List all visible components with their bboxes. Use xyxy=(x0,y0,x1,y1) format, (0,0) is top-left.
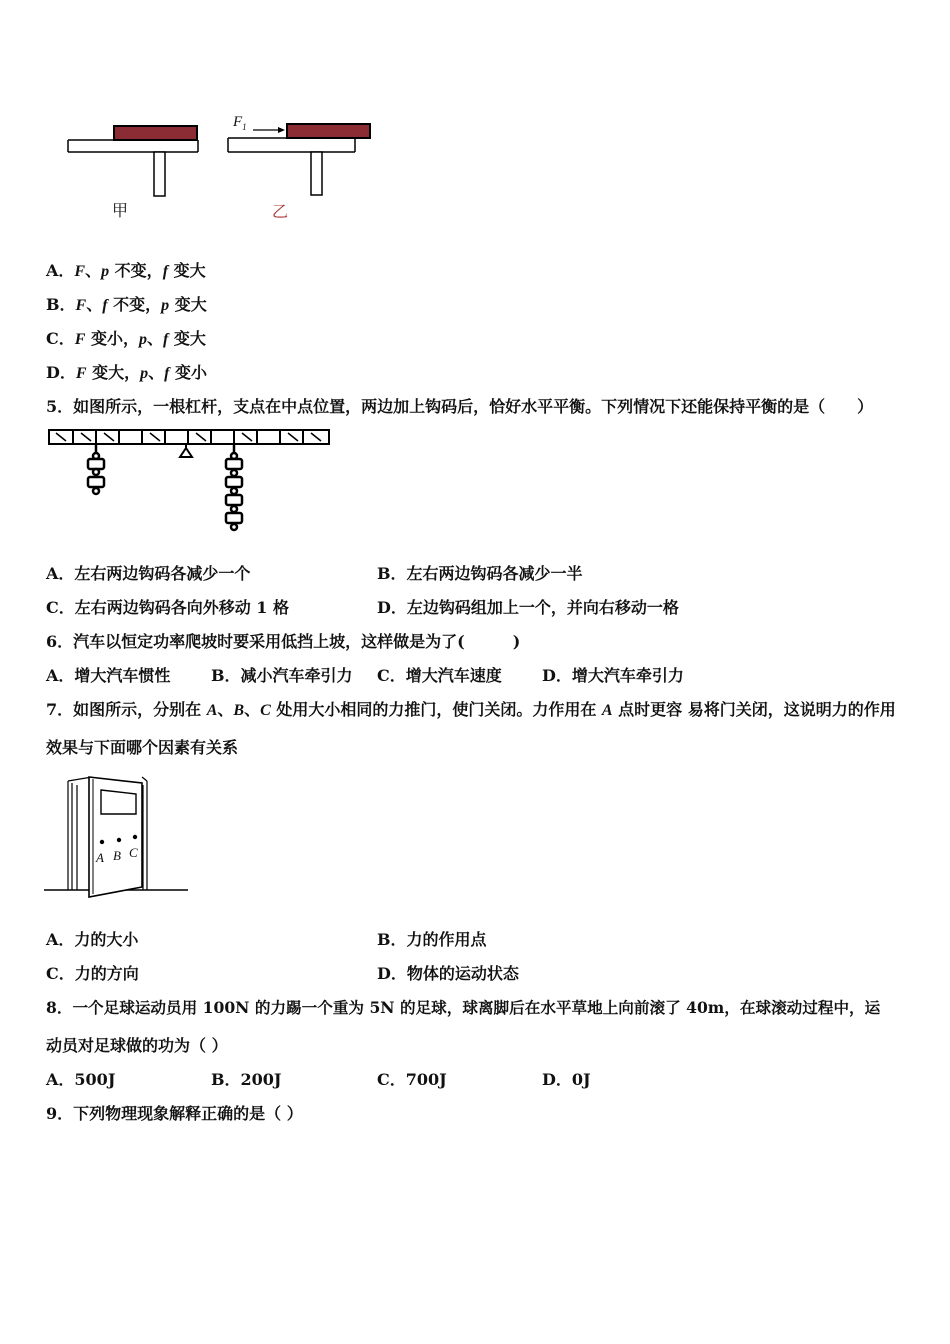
q5-option-d: D．左边钩码组加上一个，并向右移动一格 xyxy=(377,598,679,617)
door-point-c: C xyxy=(129,845,138,860)
door-point-b: B xyxy=(113,848,121,863)
q6-stem: 6．汽车以恒定功率爬坡时要采用低挡上坡，这样做是为了( ) xyxy=(46,632,521,651)
q4-option-d: D．F 变大，p、f 变小 xyxy=(46,363,208,382)
q5-option-a: A．左右两边钩码各减少一个 xyxy=(46,564,251,583)
q8-stem-line2: 动员对足球做的功为（ ） xyxy=(46,1036,228,1055)
q6-option-c: C．增大汽车速度 xyxy=(377,666,502,685)
q8-option-b: B．200J xyxy=(211,1070,282,1089)
q5-option-c: C．左右两边钩码各向外移动 1 格 xyxy=(46,598,290,617)
q8-option-a: A．500J xyxy=(46,1070,116,1089)
q7-stem-line2: 效果与下面哪个因素有关系 xyxy=(46,738,239,757)
door-figure xyxy=(44,773,194,898)
q4-figure-jia xyxy=(60,115,210,215)
q7-stem-line1: 7．如图所示，分别在 A、B、C 处用大小相同的力推门，使门关闭。力作用在 A 点时更容 易将门关闭，这说明力的作用 xyxy=(46,700,896,719)
q8-stem-line1: 8．一个足球运动员用 100N 的力踢一个重为 5N 的足球，球离脚后在水平草地上向前滚了 40m，在球滚动过程中，运 xyxy=(46,998,881,1017)
q7-option-b: B．力的作用点 xyxy=(377,930,487,949)
figure-label-jia: 甲 xyxy=(112,201,129,220)
q4-option-c: C．F 变小，p、f 变大 xyxy=(46,329,206,348)
q4-option-b: B．F、f 不变，p 变大 xyxy=(46,295,207,314)
q9-stem: 9．下列物理现象解释正确的是（ ） xyxy=(46,1104,303,1123)
q6-option-a: A．增大汽车惯性 xyxy=(46,666,171,685)
q8-option-d: D．0J xyxy=(542,1070,591,1089)
q7-option-a: A．力的大小 xyxy=(46,930,139,949)
figure-label-yi: 乙 xyxy=(272,202,289,221)
q4-option-a: A．F、p 不变，f 变大 xyxy=(46,261,206,280)
q7-option-c: C．力的方向 xyxy=(46,964,139,983)
q5-stem: 5．如图所示，一根杠杆，支点在中点位置，两边加上钩码后，恰好水平平衡。下列情况下还能保持平衡的是（ ） xyxy=(46,397,874,416)
door-point-a: A xyxy=(96,850,104,865)
q5-option-b: B．左右两边钩码各减少一半 xyxy=(377,564,583,583)
q6-option-d: D．增大汽车牵引力 xyxy=(542,666,684,685)
lever-figure xyxy=(46,427,336,547)
q8-option-c: C．700J xyxy=(377,1070,447,1089)
q7-option-d: D．物体的运动状态 xyxy=(377,964,519,983)
q4-figure-yi xyxy=(225,115,375,215)
q6-option-b: B．减小汽车牵引力 xyxy=(211,666,353,685)
force-label: $F_1$ xyxy=(233,114,247,132)
